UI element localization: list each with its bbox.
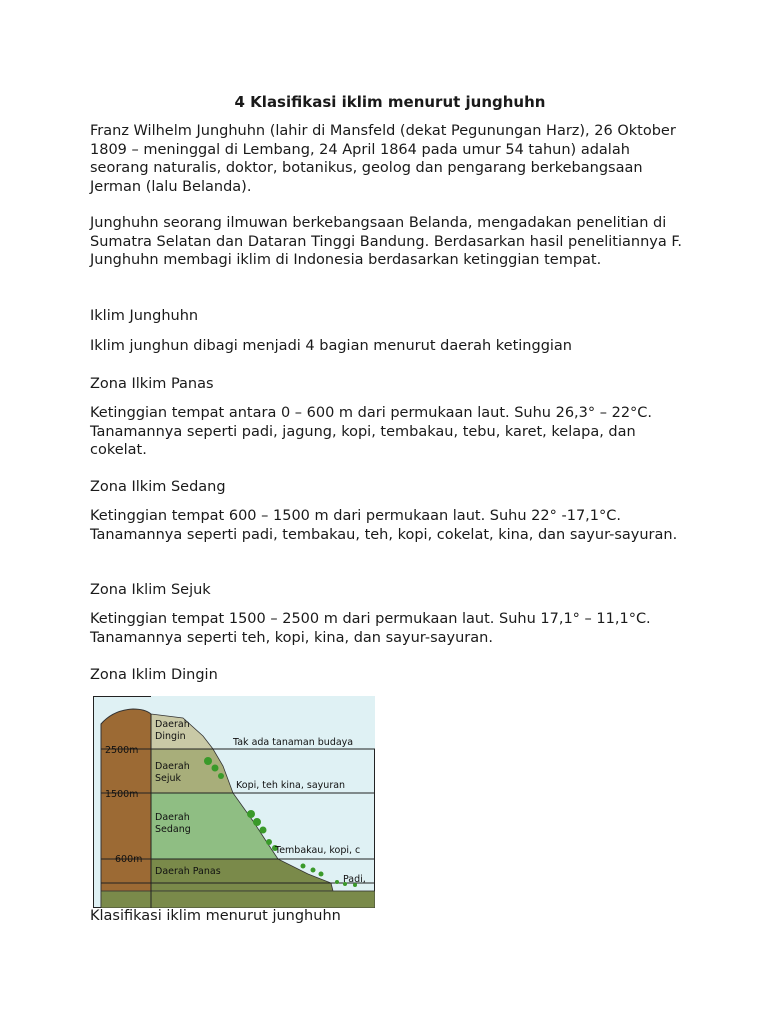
paragraph-biography: Franz Wilhelm Junghuhn (lahir di Mansfeld (dekat Pegunungan Harz), 26 Oktober 1809 – meninggal di Lembang, 24 April 1864 pada umur 54 tahun) adalah seorang naturalis, doktor, botanikus, geolog dan pengarang berkebangsaan Jerman (lalu Belanda).	[90, 123, 676, 195]
zone-label-sedang-2: Sedang	[155, 824, 191, 835]
crop-label-panas: Padi,	[343, 874, 366, 885]
heading-iklim-junghuhn: Iklim Junghuhn	[90, 308, 199, 324]
altitude-label-600: 600m	[115, 854, 143, 865]
zone-label-sejuk-2: Sejuk	[155, 773, 182, 784]
zone-label-sedang-1: Daerah	[155, 812, 190, 823]
paragraph-research: Junghuhn seorang ilmuwan berkebangsaan Belanda, mengadakan penelitian di Sumatra Selatan dan Dataran Tinggi Bandung. Berdasarkan hasil penelitiannya F. Junghuhn membagi iklim di Indonesia berdasarkan ketinggian tempat.	[90, 215, 682, 268]
zone-label-panas: Daerah Panas	[155, 866, 221, 877]
zone-label-sejuk-1: Daerah	[155, 761, 190, 772]
paragraph-zona-sejuk: Ketinggian tempat 1500 – 2500 m dari permukaan laut. Suhu 17,1° – 11,1°C. Tanamannya seperti teh, kopi, kina, dan sayur-sayuran.	[90, 611, 651, 646]
heading-zona-sedang: Zona Ilkim Sedang	[90, 479, 226, 495]
heading-zona-panas: Zona Ilkim Panas	[90, 376, 214, 392]
paragraph-iklim-intro: Iklim junghun dibagi menjadi 4 bagian menurut daerah ketinggian	[90, 338, 572, 354]
mountain-column	[101, 709, 151, 908]
altitude-label-1500: 1500m	[105, 789, 139, 800]
crop-label-dingin: Tak ada tanaman budaya	[233, 737, 354, 748]
figure-caption: Klasifikasi iklim menurut junghuhn	[90, 908, 341, 924]
crop-label-sedang: Tembakau, kopi, c	[275, 845, 361, 856]
crop-label-sejuk: Kopi, teh kina, sayuran	[236, 780, 346, 791]
heading-zona-sejuk: Zona Iklim Sejuk	[90, 582, 211, 598]
heading-zona-dingin: Zona Iklim Dingin	[90, 667, 218, 683]
paragraph-zona-panas: Ketinggian tempat antara 0 – 600 m dari permukaan laut. Suhu 26,3° – 22°C. Tanamannya seperti padi, jagung, kopi, tembakau, tebu, karet, kelapa, dan cokelat.	[90, 405, 653, 458]
zone-label-dingin-2: Dingin	[155, 731, 186, 742]
document-title: 4 Klasifikasi iklim menurut junghuhn	[234, 93, 546, 111]
paragraph-zona-sedang: Ketinggian tempat 600 – 1500 m dari permukaan laut. Suhu 22° -17,1°C. Tanamannya seperti padi, tembakau, teh, kopi, cokelat, kina, dan sayur-sayuran.	[90, 508, 678, 543]
zone-label-dingin-1: Daerah	[155, 719, 190, 730]
altitude-label-2500: 2500m	[105, 745, 139, 756]
climate-zone-diagram	[93, 696, 375, 908]
